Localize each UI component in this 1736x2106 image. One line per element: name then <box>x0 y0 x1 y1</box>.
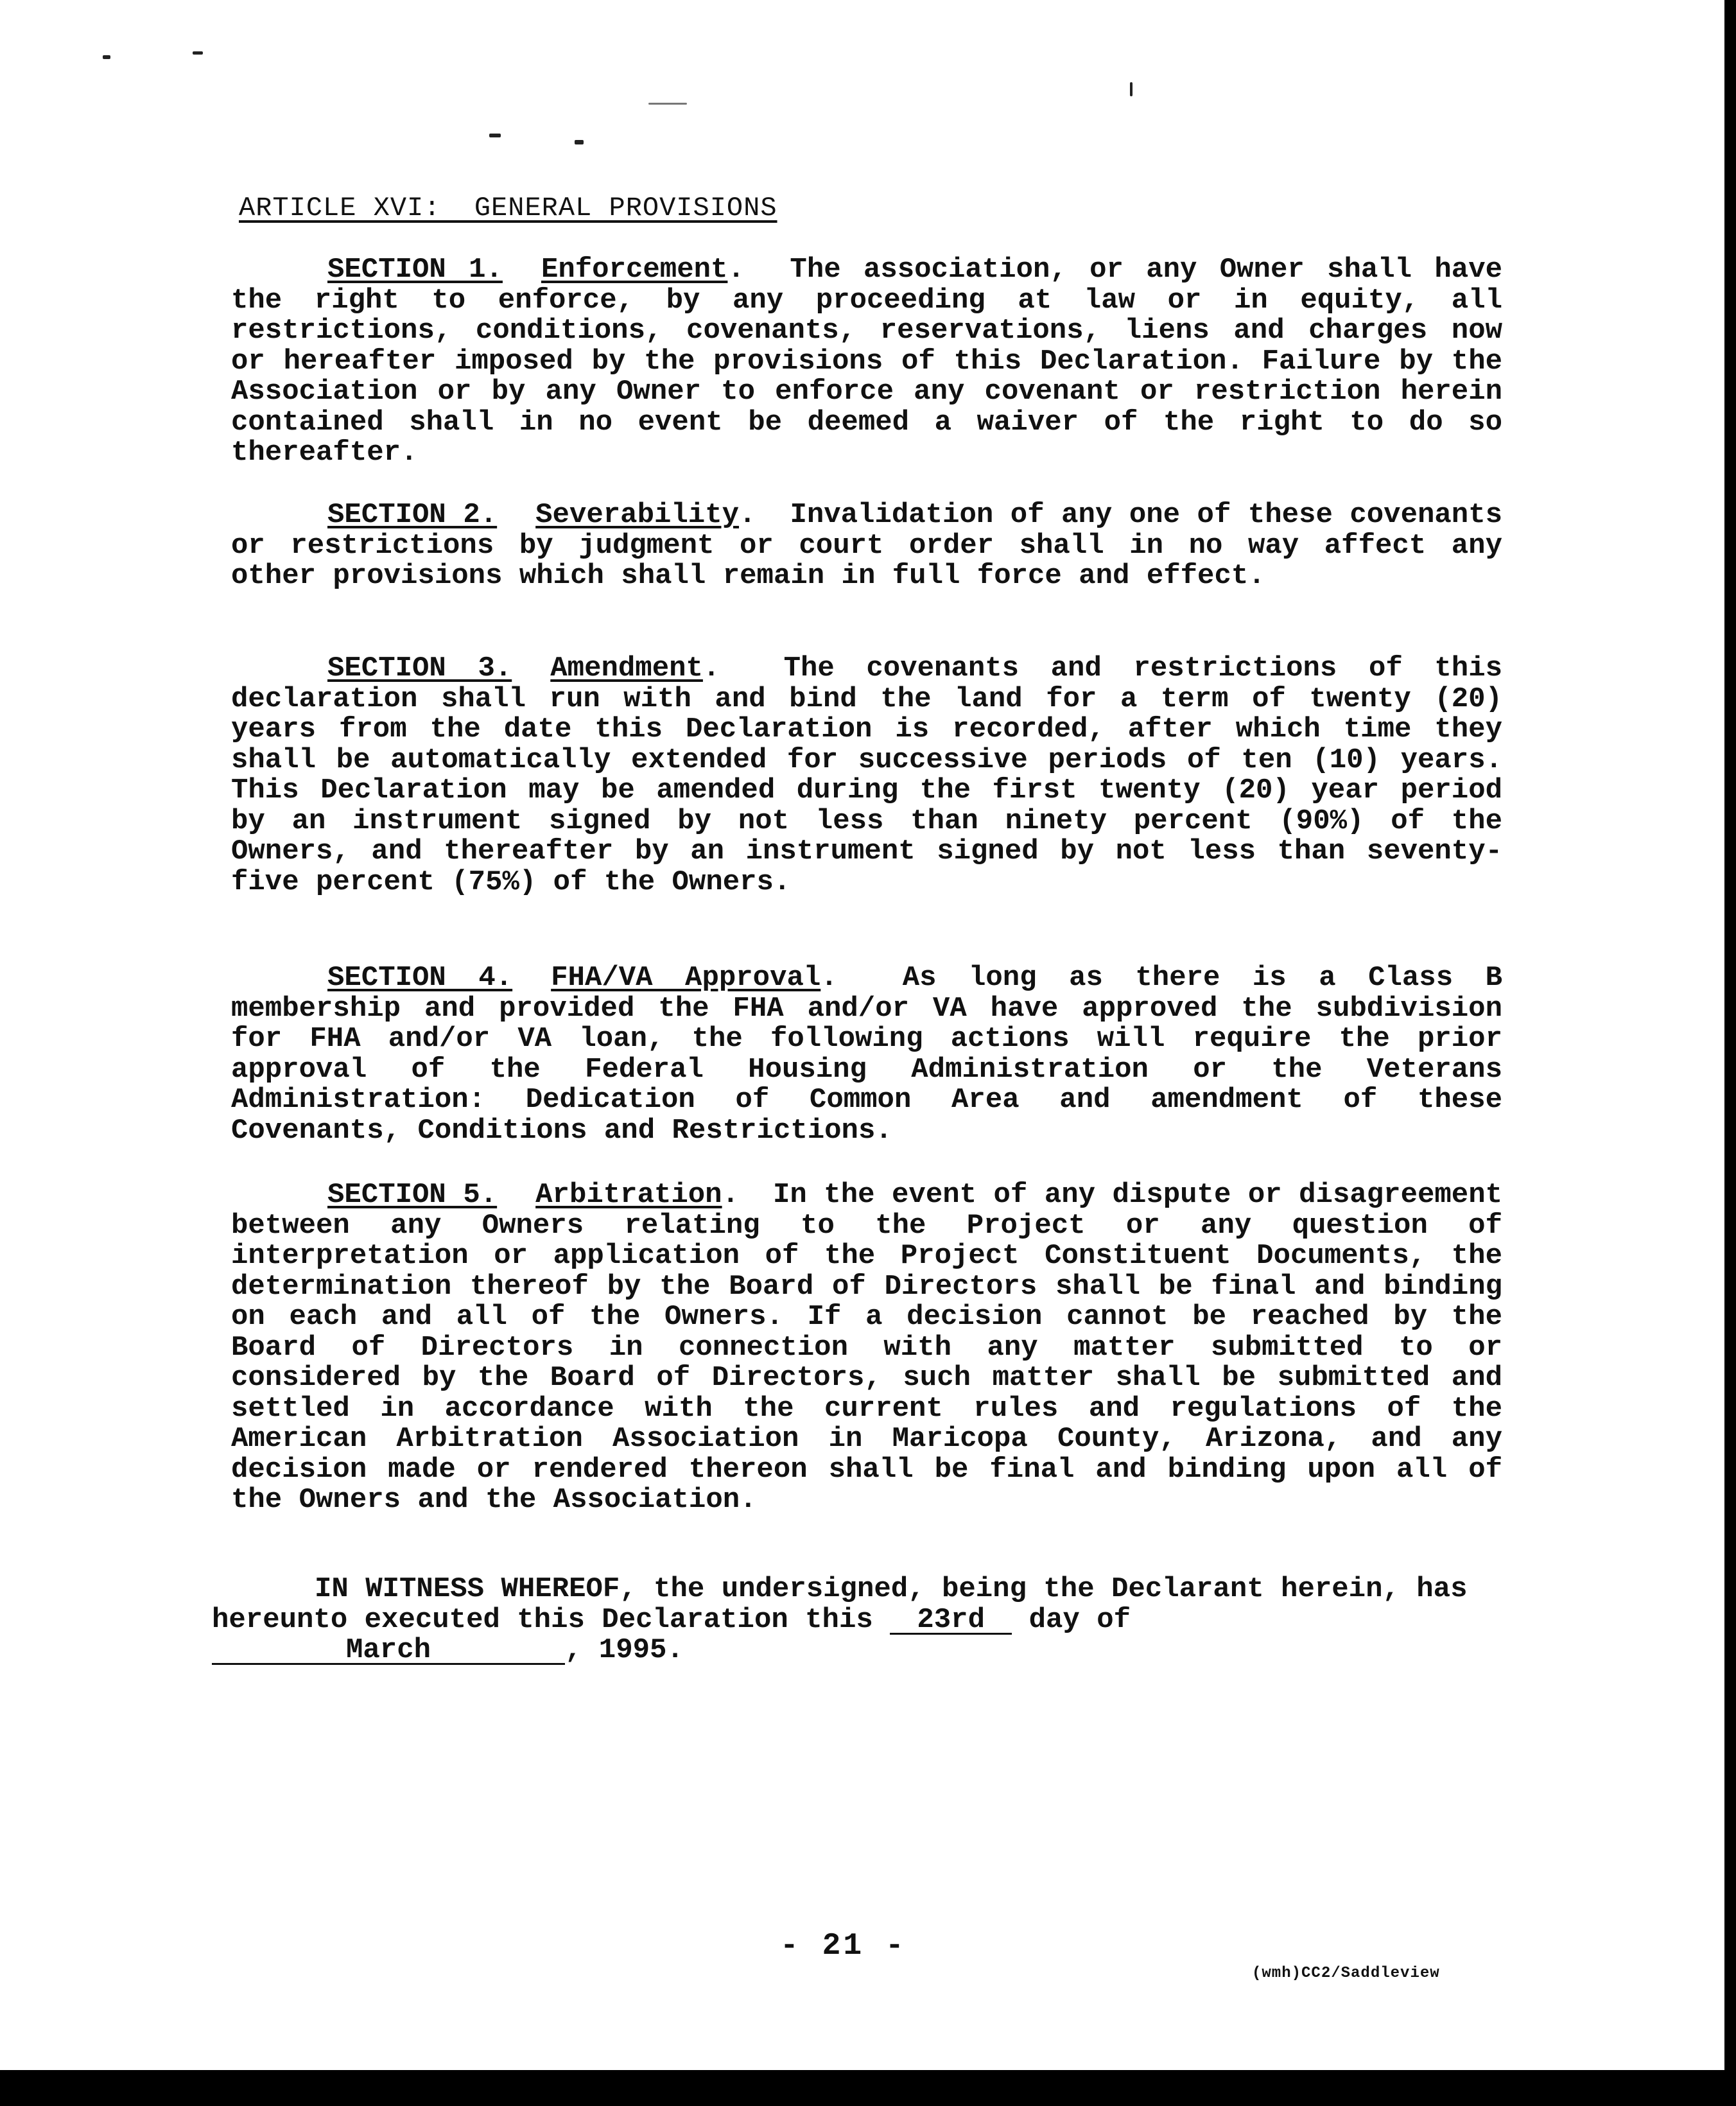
section-title: Amendment <box>550 652 703 684</box>
witness-text: IN WITNESS WHEREOF, the undersigned, being the Declarant herein, has hereunto executed this Declaration this <box>212 1573 1468 1636</box>
section-title: Severability <box>535 499 740 531</box>
article-heading: ARTICLE XVI: GENERAL PROVISIONS <box>239 193 777 223</box>
section-body: In the event of any dispute or disagreement between any Owners relating to the Project or any question of interpretation or application of the Project Constituent Documents, the determination thereof by the Board of Directors shall be final and binding on each and all of the Owners. If a decision cannot be reached by the Board of Directors in connection with any matter submitted to or considered by the Board of Directors, such matter shall be submitted and settled in accordance with the current rules and regulations of the American Arbitration Association in Maricopa County, Arizona, and any decision made or rendered thereon shall be final and binding upon all of the Owners and the Association. <box>231 1179 1503 1516</box>
section-arbitration: SECTION 5. Arbitration. In the event of any dispute or disagreement between any Owners relating to the Project or any question of interpretation or application of the Project Constituent Documents, the determination thereof by the Board of Directors shall be final and binding on each and all of the Owners. If a decision cannot be reached by the Board of Directors in connection with any matter submitted to or considered by the Board of Directors, such matter shall be submitted and settled in accordance with the current rules and regulations of the American Arbitration Association in Maricopa County, Arizona, and any decision made or rendered thereon shall be final and binding upon all of the Owners and the Association. <box>231 1179 1503 1516</box>
section-number: SECTION 3. <box>327 652 512 684</box>
scan-speck <box>648 103 687 105</box>
section-body: As long as there is a Class B membership and provided the FHA and/or VA have approved the subdivision for FHA and/or VA loan, the following actions will require the prior approval of the Federal Housing Administration or the Veterans Administration: Dedication of Common Area and amendment of these Covenants, Conditions and Restrictions. <box>231 962 1502 1147</box>
section-enforcement: SECTION 1. Enforcement. The association, or any Owner shall have the right to enforce, by any proceeding at law or in equity, all restrictions, conditions, covenants, reservations, liens and charges now or hereafter imposed by the provisions of this Declaration. Failure by the Association or by any Owner to enforce any covenant or restriction herein contained shall in no event be deemed a waiver of the right to do so thereafter. <box>231 254 1502 469</box>
witness-clause <box>212 1574 1489 1666</box>
section-body: The covenants and restrictions of this declaration shall run with and bind the land for a term of twenty (20) years from the date this Declaration is recorded, after which time they shall be automatically extended for successive periods of ten (10) years. This Declaration may be amended during the first twenty (20) year period by an instrument signed by not less than ninety percent (90%) of the Owners, and thereafter by an instrument signed by not less than seventy-five percent (75%) of the Owners. <box>231 652 1502 898</box>
section-severability: SECTION 2. Severability. Invalidation of any one of these covenants or restrictions by judgment or court order shall in no way affect any other provisions which shall remain in full force and effect. <box>231 499 1503 592</box>
scan-speck <box>489 134 501 137</box>
section-number: SECTION 2. <box>327 499 498 531</box>
day-blank: 23rd <box>890 1607 1012 1635</box>
section-number: SECTION 1. <box>327 254 503 286</box>
section-amendment: SECTION 3. Amendment. The covenants and restrictions of this declaration shall run with and bind the land for a term of twenty (20) years from the date this Declaration is recorded, after which time they shall be automatically extended for successive periods of ten (10) years. This Declaration may be amended during the first twenty (20) year period by an instrument signed by not less than ninety percent (90%) of the Owners, and thereafter by an instrument signed by not less than seventy-five percent (75%) of the Owners. <box>231 652 1502 898</box>
section-fha-va-approval: SECTION 4. FHA/VA Approval. As long as there is a Class B membership and provided the FHA and/or VA have approved the subdivision for FHA and/or VA loan, the following actions will require the prior approval of the Federal Housing Administration or the Veterans Administration: Dedication of Common Area and amendment of these Covenants, Conditions and Restrictions. <box>231 962 1502 1147</box>
footer-file-code: (wmh)CC2/Saddleview <box>1252 1965 1440 1982</box>
scan-speck <box>1130 82 1133 96</box>
witness-text-day-of: day of <box>1029 1603 1131 1636</box>
section-number: SECTION 4. <box>327 962 513 994</box>
page-number: - 21 - <box>780 1929 907 1963</box>
scan-speck <box>575 140 584 144</box>
section-number: SECTION 5. <box>327 1179 498 1211</box>
witness-year: , 1995. <box>565 1634 684 1666</box>
section-title: Arbitration <box>535 1179 722 1211</box>
section-body: The association, or any Owner shall have the right to enforce, by any proceeding at law or in equity, all restrictions, conditions, covenants, reservations, liens and charges now or hereafter imposed by the provisions of this Declaration. Failure by the Association or by any Owner to enforce any covenant or restriction herein contained shall in no event be deemed a waiver of the right to do so thereafter. <box>231 254 1502 469</box>
section-title: Enforcement <box>541 254 728 286</box>
section-title: FHA/VA Approval <box>551 962 821 994</box>
section-body: Invalidation of any one of these covenants or restrictions by judgment or court order shall in no way affect any other provisions which shall remain in full force and effect. <box>231 499 1503 592</box>
scan-speck <box>193 51 203 55</box>
scan-speck <box>103 55 110 59</box>
month-blank: March <box>212 1637 565 1665</box>
